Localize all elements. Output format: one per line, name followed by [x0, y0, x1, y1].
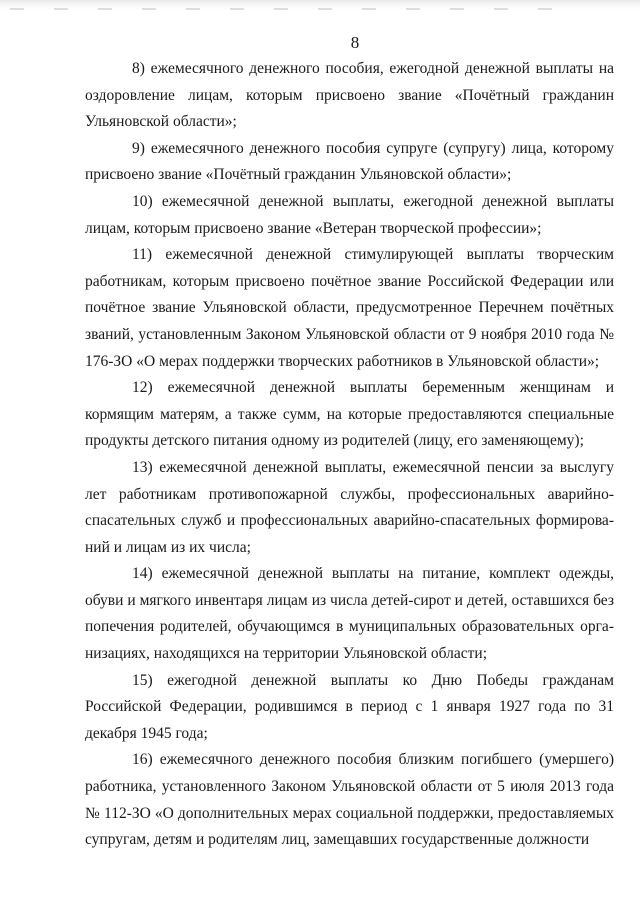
- list-item-14: 14) ежемесячной денежной выплаты на питание, комплект одежды, обуви и мягкого инвентаря лицам из числа детей-сирот и детей, оставшихся без попечения родителей, обучающимся в муниципальных образовательных организациях, находящихся на территории Ульяновской области;: [85, 565, 614, 663]
- document-body: [85, 56, 614, 854]
- list-item-8: 8) ежемесячного денежного пособия, ежегодной денежной выплаты на оздоровление лицам, которым присвоено звание «Почётный гражданин Ульяновской области»;: [85, 60, 614, 131]
- list-item-10: 10) ежемесячной денежной выплаты, ежегодной денежной выплаты лицам, которым присвоено звание «Ветеран творческой профессии»;: [85, 192, 614, 237]
- list-item-9: 9) ежемесячного денежного пособия супруге (супругу) лица, которому присвоено звание «Почётный гражданин Ульяновской области»;: [85, 139, 614, 184]
- scan-artifact-marks: [10, 8, 570, 10]
- list-item-12: 12) ежемесячной денежной выплаты беременным женщинам и кормящим матерям, а также сумм, на которые предоставляются специальные продукты детского питания одному из родителей (лицу, его заменяющему);: [85, 379, 614, 450]
- list-item-13: 13) ежемесячной денежной выплаты, ежемесячной пенсии за выслугу лет работникам противопожарной службы, профессиональных аварийно-спасательных служб и профессиональных аварийно-спасательных формирований и лицам из их числа;: [85, 458, 614, 556]
- page-number: 8: [350, 33, 360, 52]
- list-item-16: 16) ежемесячного денежного пособия близким погибшего (умершего) работника, установленного Законом Ульяновской области от 5 июля 2013 года № 112-ЗО «О дополнительных мерах социальной поддержки, предоставляемых супругам, детям и родителям лиц, замещавших государственные должности: [85, 751, 614, 849]
- list-item-11: 11) ежемесячной денежной стимулирующей выплаты творческим работникам, которым присвоено почётное звание Российской Федерации или почётное звание Ульяновской области, предусмотренное Перечнем почётных званий, установленным Законом Ульяновской области от 9 ноября 2010 года № 176-ЗО «О мерах поддержки творческих работников в Ульяновской области»;: [85, 246, 614, 370]
- list-item-15: 15) ежегодной денежной выплаты ко Дню Победы гражданам Российской Федерации, родившимся в период с 1 января 1927 года по 31 декабря 1945 года;: [85, 671, 614, 742]
